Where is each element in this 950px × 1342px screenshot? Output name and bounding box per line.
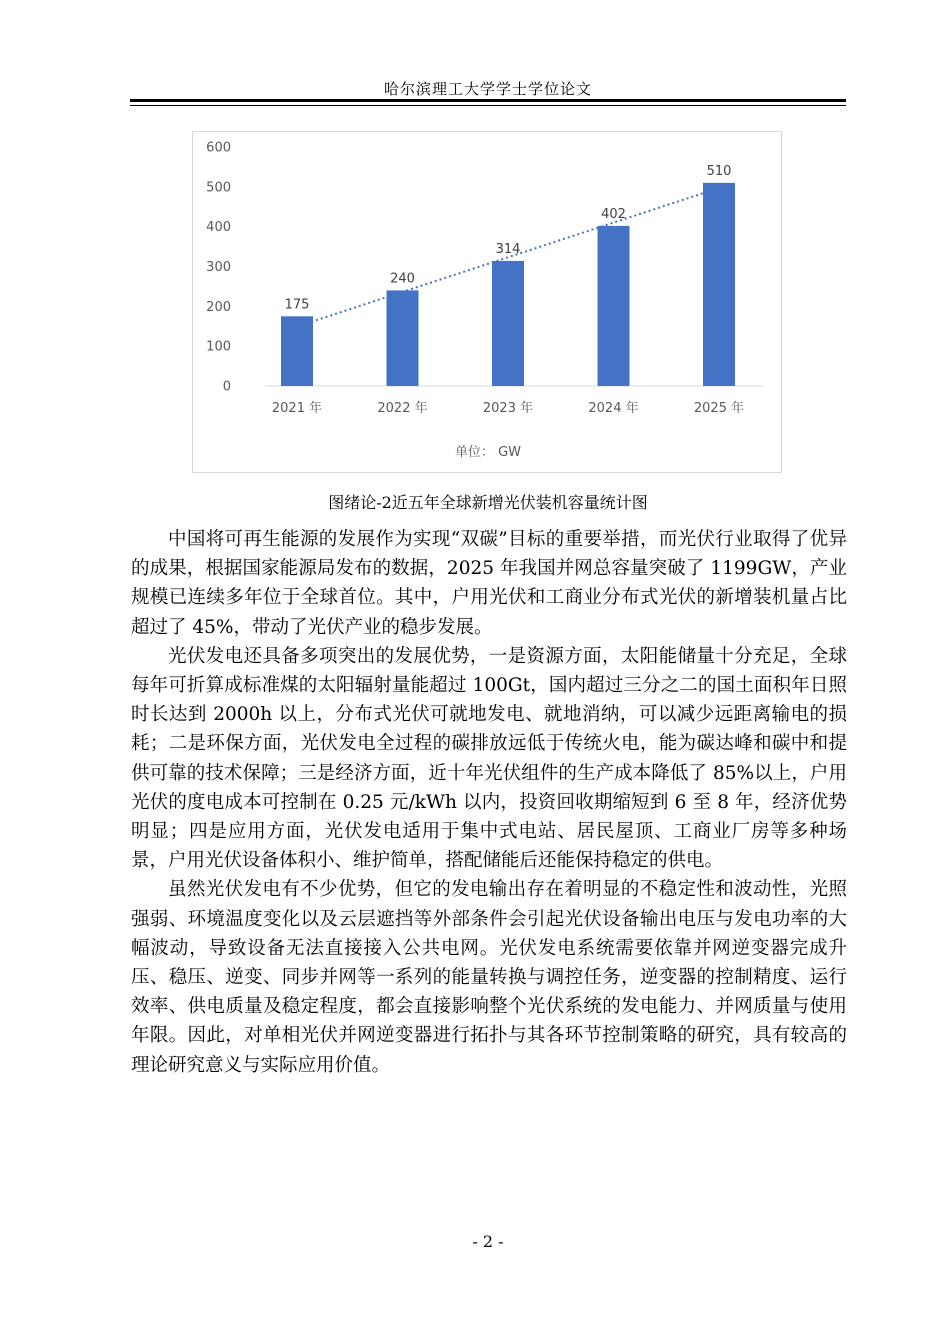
data-label: 175 — [284, 297, 310, 313]
y-tick-label: 600 — [206, 140, 231, 156]
bar — [281, 316, 313, 386]
x-tick-label: 2023 年 — [482, 401, 534, 416]
page-header-title: 哈尔滨理工大学学士学位论文 — [383, 80, 592, 98]
figure-caption: 图绪论-2近五年全球新增光伏装机容量统计图 — [328, 493, 648, 512]
x-tick-label: 2022 年 — [377, 401, 428, 416]
y-tick-label: 300 — [206, 260, 231, 275]
header-rule-thin — [130, 105, 846, 106]
data-label: 314 — [495, 241, 521, 257]
data-label: 402 — [601, 206, 626, 222]
paragraph-1: 中国将可再生能源的发展作为实现“双碳”目标的重要举措，而光伏行业取得了优异的成果，根据国家能源局发布的数据，2025 年我国并网总容量突破了 1199GW，产业规模已连续多年位于全球首位。其中，户用光伏和工商业分布式光伏的新增装机量占比超过了 45%，带动了光伏产业的稳步发展。 — [131, 529, 847, 638]
y-tick-label: 500 — [206, 180, 231, 196]
bar — [598, 226, 630, 386]
body-text — [131, 525, 847, 1080]
x-tick-label: 2021 年 — [271, 401, 323, 416]
data-label: 240 — [390, 271, 415, 287]
bar — [492, 261, 524, 386]
header-rule-thick — [130, 99, 846, 102]
paragraph-2: 光伏发电还具备多项突出的发展优势，一是资源方面，太阳能储量十分充足，全球每年可折算成标准煤的太阳辐射量能超过 100Gt，国内超过三分之二的国土面积年日照时长达到 2000h 以上，分布式光伏可就地发电、就地消纳，可以减少远距离输电的损耗；二是环保方面，光伏发电全过程的碳排放远低于传统火电，能为碳达峰和碳中和提供可靠的技术保障；三是经济方面，近十年光伏组件的生产成本降低了 85%以上，户用光伏的度电成本可控制在 0.25 元/kWh 以内，投资回收期缩短到 6 至 8 年，经济优势明显；四是应用方面，光伏发电适用于集中式电站、居民屋顶、工商业厂房等多种场景，户用光伏设备体积小、维护简单，搭配储能后还能保持稳定的供电。 — [131, 645, 847, 872]
chart-frame — [192, 131, 782, 473]
bar — [387, 290, 419, 386]
y-tick-label: 0 — [222, 379, 231, 395]
unit-label: 单位： GW — [454, 445, 522, 460]
data-label: 510 — [706, 163, 732, 179]
y-tick-label: 200 — [206, 299, 231, 315]
y-tick-label: 100 — [206, 339, 231, 355]
bar-chart — [193, 132, 783, 474]
bar — [703, 183, 735, 386]
paragraph-3: 虽然光伏发电有不少优势，但它的发电输出存在着明显的不稳定性和波动性，光照强弱、环境温度变化以及云层遮挡等外部条件会引起光伏设备输出电压与发电功率的大幅波动，导致设备无法直接接入公共电网。光伏发电系统需要依靠并网逆变器完成升压、稳压、逆变、同步并网等一系列的能量转换与调控任务，逆变器的控制精度、运行效率、供电质量及稳定程度，都会直接影响整个光伏系统的发电能力、并网质量与使用年限。因此，对单相光伏并网逆变器进行拓扑与其各环节控制策略的研究，具有较高的理论研究意义与实际应用价值。 — [131, 879, 847, 1076]
x-tick-label: 2025 年 — [693, 401, 745, 416]
x-tick-label: 2024 年 — [588, 401, 639, 416]
page-number: - 2 - — [472, 1232, 504, 1251]
y-tick-label: 400 — [206, 220, 231, 236]
